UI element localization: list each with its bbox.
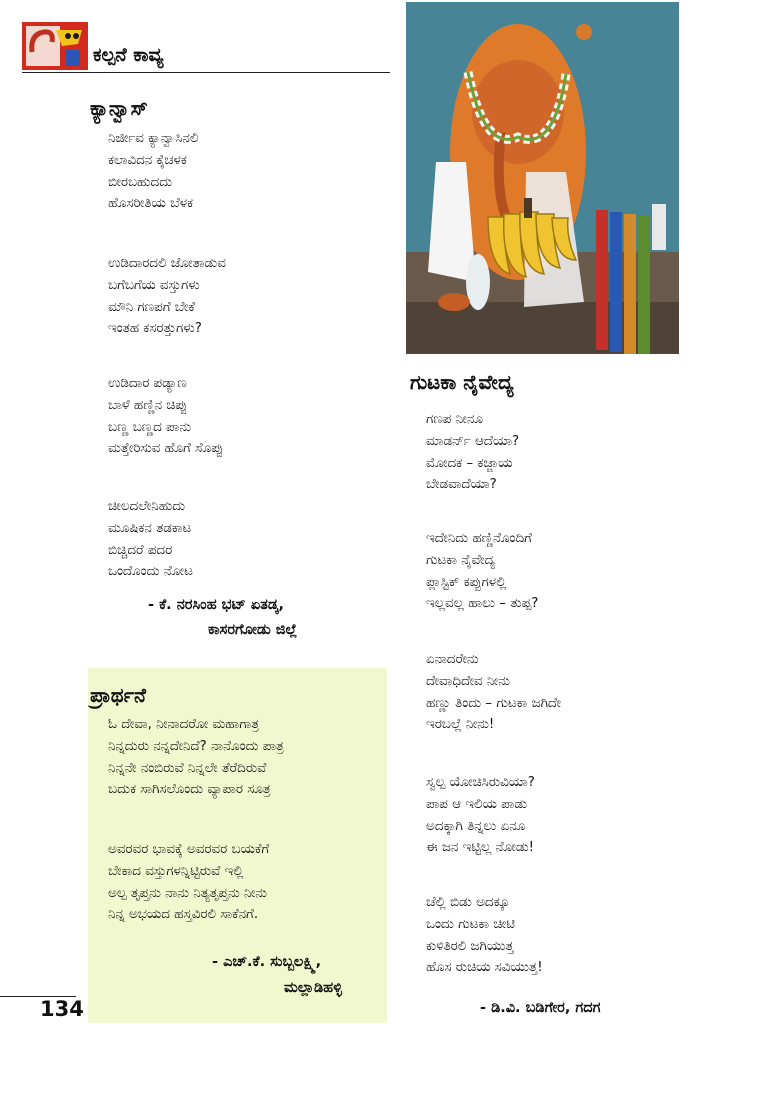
- poem-title-canvas: ಕ್ಯಾನ್ವಾಸ್: [90, 96, 148, 120]
- ganesha-wall-photo: [406, 2, 679, 354]
- prarthane-author-name: - ಎಚ್.ಕೆ. ಸುಬ್ಬಲಕ್ಷ್ಮಿ,: [212, 954, 322, 970]
- poem-line: ಇಂತಹ ಕಸರತ್ತುಗಳು?: [108, 321, 202, 337]
- poem-line: ಒಂದು ಗುಟಕಾ ಚೀಟಿ: [426, 916, 515, 932]
- poem-line: ಏನಾದರೇನು: [426, 652, 479, 667]
- canvas-stanza-2: [108, 253, 226, 340]
- prarthane-stanza-1: [108, 714, 284, 801]
- gutka-stanza-2: [426, 528, 538, 615]
- poem-line: ಮತ್ತೇರಿಸುವ ಹೊಗೆ ಸೊಪ್ಪು: [108, 441, 224, 457]
- gutka-stanza-3: [426, 649, 561, 736]
- poem-line: ಬೇಡವಾದೆಯಾ?: [426, 477, 497, 493]
- canvas-stanza-1: [108, 128, 198, 215]
- poem-line: ಒಂದೊಂದು ನೋಟ: [108, 564, 193, 580]
- poem-line: ಪಾಪ ಆ ಇಲಿಯ ಪಾಡು: [426, 796, 528, 812]
- prarthane-author-place: ಮಲ್ಲಾಡಿಹಳ್ಳಿ: [284, 980, 343, 996]
- poem-line: ಬಗೆಬಗೆಯ ವಸ್ತುಗಳು: [108, 277, 200, 293]
- canvas-stanza-4: [108, 496, 193, 583]
- poem-line: ನಿನ್ನನೇ ನಂಬಿರುವೆ ನಿನ್ನಲೇ ತೆರೆದಿರುವೆ: [108, 760, 267, 776]
- poem-line: ನಿನ್ನ ಅಭಯದ ಹಸ್ತವಿರಲಿ ಸಾಕೆನಗೆ.: [108, 907, 259, 923]
- poem-line: ಸ್ವಲ್ಪ ಯೋಚಿಸಿರುವಿಯಾ?: [426, 775, 535, 790]
- poem-line: ಅವರವರ ಭಾವಕ್ಕೆ ಅವರವರ ಬಯಕೆಗೆ: [108, 842, 270, 857]
- poem-line: ಹೊಸರೀತಿಯ ಬೆಳಕ: [108, 196, 194, 212]
- poem-line: ಇದೇನಿದು ಹಣ್ಣಿನೊಂದಿಗೆ: [426, 531, 532, 546]
- poem-line: ನಿರ್ಜೀವ ಕ್ಯಾನ್ವಾಸಿನಲಿ: [108, 131, 199, 146]
- poem-line: ಬೀರಬಹುದದು: [108, 174, 173, 190]
- section-title: ಕಲ್ಪನೆ ಕಾವ್ಯ: [93, 44, 164, 66]
- poem-title-gutka: ಗುಟಕಾ ನೈವೇದ್ಯ: [410, 370, 514, 394]
- poem-line: ಬದುಕ ಸಾಗಿಸಲೊಂದು ವ್ಯಾಪಾರ ಸೂತ್ರ: [108, 782, 271, 798]
- magazine-section-logo: [22, 22, 88, 70]
- poem-line: ಬಾಳೆ ಹಣ್ಣಿನ ಚಿಪ್ಪು: [108, 397, 188, 413]
- poem-line: ಚೀಲದಲೇನಿಹುದು: [108, 499, 186, 514]
- poem-line: ಬಿಚ್ಚಿದರೆ ಪದರ: [108, 542, 173, 558]
- poem-line: ಇಲ್ಲವಲ್ಲ ಹಾಲು – ತುಪ್ಪ?: [426, 596, 539, 612]
- canvas-stanza-3: [108, 373, 223, 460]
- poem-line: ಹೊಸ ರುಚಿಯ ಸವಿಯುತ್ತ!: [426, 960, 543, 976]
- poem-line: ನಿನ್ನದುರು ನನ್ನದೇನಿದೆ? ನಾನೊಂದು ಪಾತ್ರ: [108, 738, 284, 754]
- gutka-stanza-5: [426, 892, 543, 979]
- poem-line: ಚೆಲ್ಲಿ ಬಿಡು ಅದಕ್ಕೂ: [426, 895, 510, 910]
- poem-line: ಈ ಜನ ಇಟ್ಟಿಲ್ಲ ನೋಡು!: [426, 840, 535, 856]
- poem-line: ಉಡಿದಾರದಲಿ ಜೋತಾಡುವ: [108, 256, 226, 271]
- poem-title-prarthane: ಪ್ರಾರ್ಥನೆ: [90, 683, 146, 707]
- poem-line: ಹಣ್ಣು ತಿಂದು – ಗುಟಕಾ ಜಗಿದೇ: [426, 695, 561, 711]
- poem-line: ಗಣಪ ನೀನೂ: [426, 412, 483, 427]
- poem-line: ಮೋದಕ – ಕಜ್ಜಾಯ: [426, 455, 513, 471]
- gutka-stanza-1: [426, 409, 519, 496]
- poem-line: ಕುಳಿತಿರಲಿ ಜಗಿಯುತ್ತ: [426, 938, 514, 954]
- gutka-stanza-4: [426, 772, 535, 859]
- poem-line: ಅದಕ್ಕಾಗಿ ತಿನ್ನಲು ಏನೂ: [426, 818, 526, 834]
- header-divider: [22, 72, 390, 73]
- poem-line: ದೇವಾಧಿದೇವ ನೀನು: [426, 673, 510, 689]
- canvas-author-place: ಕಾಸರಗೋಡು ಜಿಲ್ಲೆ: [208, 622, 298, 638]
- poem-line: ಅಲ್ಪ ತೃಪ್ತನು ನಾನು ನಿತ್ಯತೃಪ್ತನು ನೀನು: [108, 885, 268, 901]
- poem-line: ಮಾಡರ್ನ್ ಆದೆಯಾ?: [426, 433, 520, 449]
- poem-line: ಬಣ್ಣ ಬಣ್ಣದ ಪಾನು: [108, 419, 192, 435]
- poem-line: ಮೌನಿ ಗಣಪಗೆ ಬೇಕೆ: [108, 299, 195, 315]
- poem-line: ಗುಟಕಾ ನೈವೇದ್ಯ: [426, 552, 495, 568]
- prarthane-stanza-2: [108, 839, 269, 926]
- poem-line: ಉಡಿದಾರ ಪಡ್ಯಾಣ: [108, 376, 187, 391]
- poem-line: ಮೂಷಿಕನ ತಡಕಾಟ: [108, 520, 192, 536]
- poem-line: ಪ್ಲಾಸ್ಟಿಕ್ ಕಪ್ಪುಗಳಲ್ಲಿ: [426, 574, 507, 590]
- gutka-author: - ಡಿ.ವಿ. ಬಡಿಗೇರ, ಗದಗ: [480, 1000, 601, 1016]
- page-number: 134: [40, 997, 84, 1021]
- poem-line: ಬೇಕಾದ ವಸ್ತುಗಳನ್ನಿಟ್ಟಿರುವೆ ಇಲ್ಲಿ: [108, 863, 244, 879]
- poem-line: ಓ ದೇವಾ, ನೀನಾದರೋ ಮಹಾಗಾತ್ರ: [108, 717, 259, 732]
- canvas-author-name: - ಕೆ. ನರಸಿಂಹ ಭಟ್ ಏತಡ್ಕ,: [148, 597, 284, 613]
- poem-line: ಇರಬಲ್ಲೆ ನೀನು!: [426, 717, 495, 733]
- poem-line: ಕಲಾವಿದನ ಕೈಚಳಕ: [108, 152, 187, 168]
